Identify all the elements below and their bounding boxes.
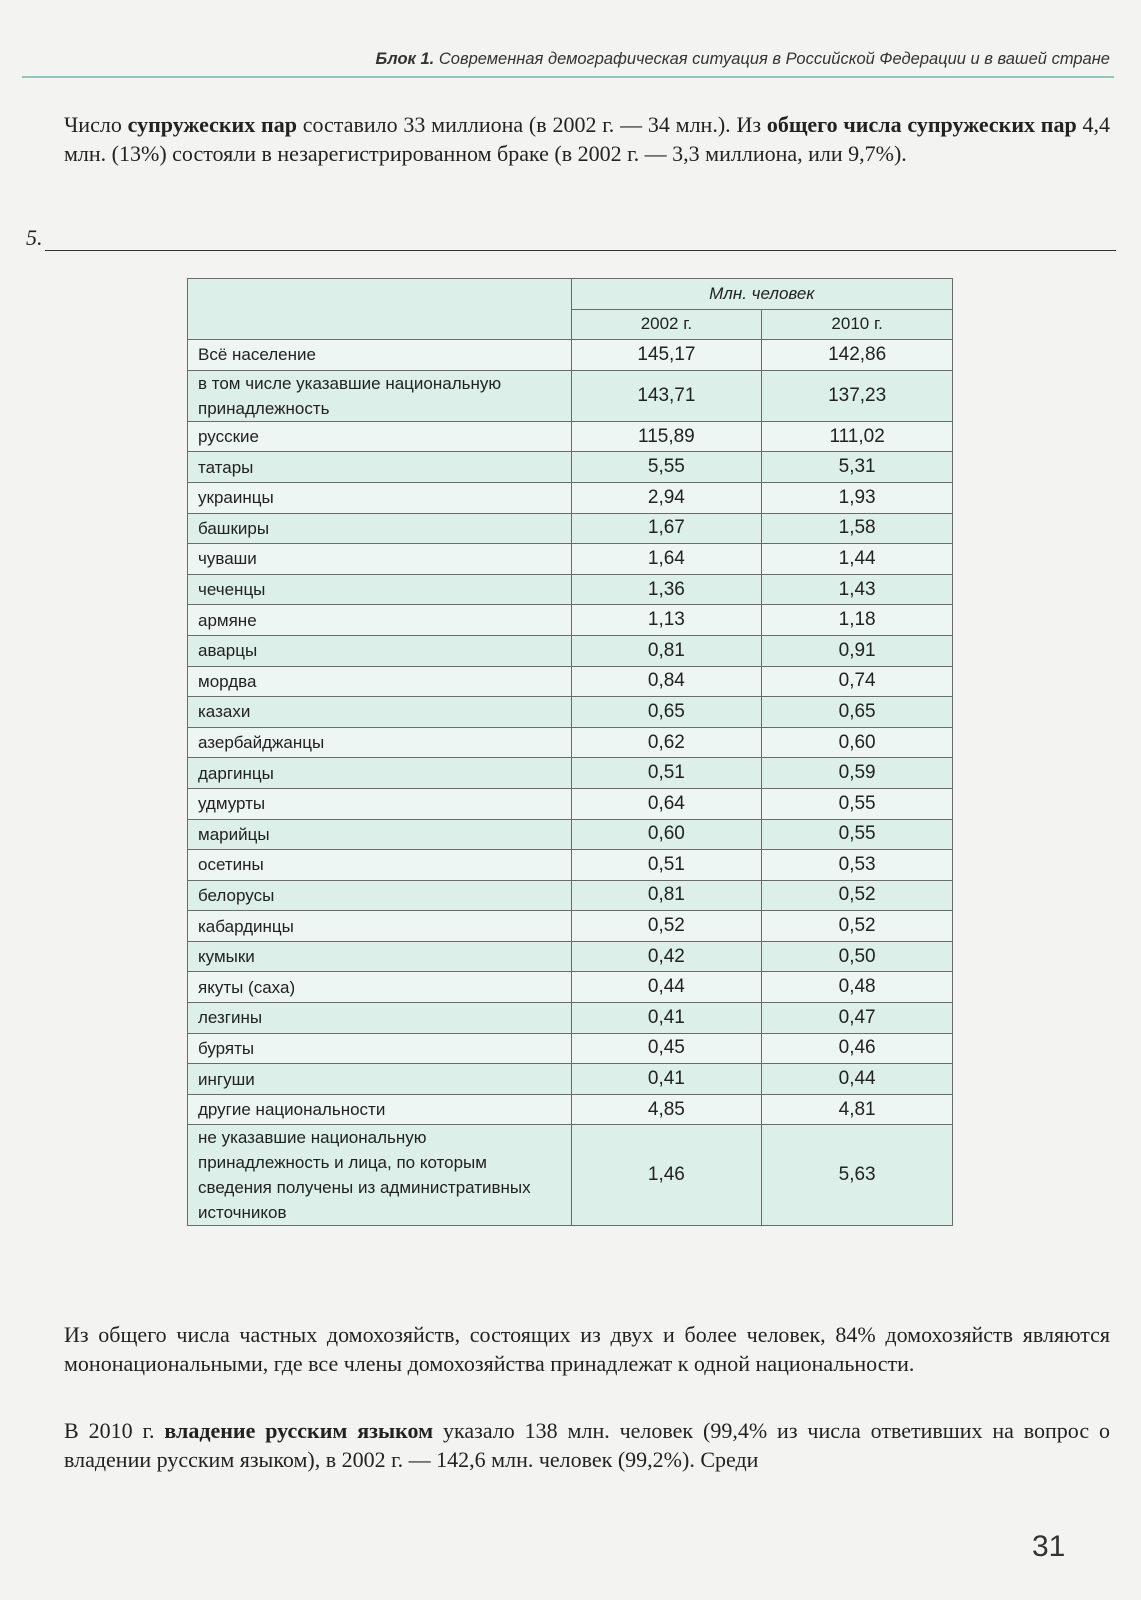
table-row xyxy=(188,697,953,728)
value-2002-cell: 1,13 xyxy=(571,605,762,636)
nationality-cell: аварцы xyxy=(188,635,572,666)
value-2002-cell: 1,36 xyxy=(571,574,762,605)
value-2002-cell: 0,51 xyxy=(571,758,762,789)
table-row xyxy=(188,1003,953,1034)
value-2002-cell: 5,55 xyxy=(571,452,762,483)
value-2002-cell: 0,65 xyxy=(571,697,762,728)
answer-line[interactable] xyxy=(45,228,1117,251)
value-2010-cell: 1,58 xyxy=(762,513,953,544)
table-row xyxy=(188,421,953,452)
p1-bold-1: супружеских пар xyxy=(127,112,297,137)
table-row xyxy=(188,941,953,972)
nationality-cell: кабардинцы xyxy=(188,911,572,942)
value-2010-cell: 1,18 xyxy=(762,605,953,636)
nationality-cell: даргинцы xyxy=(188,758,572,789)
value-2002-cell: 0,81 xyxy=(571,635,762,666)
block-title: Современная демографическая ситуация в Российской Федерации и в вашей стране xyxy=(438,50,1110,68)
value-2010-cell: 4,81 xyxy=(762,1094,953,1125)
value-2010-cell: 0,65 xyxy=(762,697,953,728)
value-2002-cell: 0,64 xyxy=(571,788,762,819)
block-label: Блок 1. xyxy=(375,50,435,68)
value-2002-cell: 0,42 xyxy=(571,941,762,972)
nationality-cell: не указавшие национальную принадлежность и лица, по которым сведения получены из административных источников xyxy=(188,1125,572,1226)
table-row xyxy=(188,911,953,942)
paragraph-households: Из общего числа частных домохозяйств, состоящих из двух и более человек, 84% домохозяйств являются мононациональными, где все члены домохозяйства принадлежат к одной национальности. xyxy=(64,1322,1110,1376)
p3-text-2: указало 138 млн. человек (99,4% из числа ответивших на вопрос о владении русским языком), в 2002 г. — 142,6 млн. человек (99,2%). Среди xyxy=(64,1418,1111,1472)
nationality-cell: Всё население xyxy=(188,340,572,371)
nationality-cell: русские xyxy=(188,421,572,452)
value-2002-cell: 0,52 xyxy=(571,911,762,942)
table-row xyxy=(188,574,953,605)
value-2002-cell: 0,81 xyxy=(571,880,762,911)
value-2010-cell: 0,91 xyxy=(762,635,953,666)
table-row xyxy=(188,1094,953,1125)
nationality-cell: буряты xyxy=(188,1033,572,1064)
nationality-cell: удмурты xyxy=(188,788,572,819)
value-2002-cell: 0,44 xyxy=(571,972,762,1003)
nationality-cell: армяне xyxy=(188,605,572,636)
value-2010-cell: 0,44 xyxy=(762,1064,953,1095)
table-row xyxy=(188,788,953,819)
table-row xyxy=(188,513,953,544)
value-2002-cell: 0,41 xyxy=(571,1003,762,1034)
nationality-table-container xyxy=(187,278,953,1226)
value-2002-cell: 4,85 xyxy=(571,1094,762,1125)
table-row xyxy=(188,727,953,758)
value-2002-cell: 1,67 xyxy=(571,513,762,544)
p1-text-2: составило 33 миллиона (в 2002 г. — 34 млн.). Из xyxy=(296,112,767,137)
table-row xyxy=(188,972,953,1003)
table-row xyxy=(188,635,953,666)
nationality-cell: марийцы xyxy=(188,819,572,850)
page-number: 31 xyxy=(1032,1530,1066,1563)
table-row xyxy=(188,1125,953,1226)
value-2010-cell: 1,44 xyxy=(762,544,953,575)
p1-text-1: Число xyxy=(64,112,128,137)
value-2002-cell: 0,51 xyxy=(571,850,762,881)
nationality-cell: кумыки xyxy=(188,941,572,972)
value-2010-cell: 5,63 xyxy=(762,1125,953,1226)
nationality-cell: другие национальности xyxy=(188,1094,572,1125)
unit-header: Млн. человек xyxy=(571,279,952,310)
value-2010-cell: 0,47 xyxy=(762,1003,953,1034)
value-2010-cell: 0,53 xyxy=(762,850,953,881)
value-2002-cell: 0,84 xyxy=(571,666,762,697)
value-2010-cell: 1,43 xyxy=(762,574,953,605)
value-2002-cell: 143,71 xyxy=(571,370,762,421)
nationality-cell: татары xyxy=(188,452,572,483)
item-5-label: 5. xyxy=(26,225,43,250)
table-row xyxy=(188,340,953,371)
value-2010-cell: 0,52 xyxy=(762,880,953,911)
nationality-cell: чеченцы xyxy=(188,574,572,605)
nationality-cell: якуты (саха) xyxy=(188,972,572,1003)
nationality-cell: мордва xyxy=(188,666,572,697)
value-2010-cell: 0,50 xyxy=(762,941,953,972)
table-row xyxy=(188,1064,953,1095)
value-2002-cell: 0,45 xyxy=(571,1033,762,1064)
value-2010-cell: 0,46 xyxy=(762,1033,953,1064)
p1-text-3: 4,4 млн. (13%) состояли в незарегистрированном браке (в 2002 г. — 3,3 миллиона, или 9,7%). xyxy=(64,112,1111,166)
table-row xyxy=(188,1033,953,1064)
year-2002-header: 2002 г. xyxy=(571,309,762,340)
value-2002-cell: 115,89 xyxy=(571,421,762,452)
value-2010-cell: 5,31 xyxy=(762,452,953,483)
nationality-cell: азербайджанцы xyxy=(188,727,572,758)
p3-text-1: В 2010 г. xyxy=(64,1418,165,1443)
value-2002-cell: 1,46 xyxy=(571,1125,762,1226)
nationality-cell: украинцы xyxy=(188,482,572,513)
table-row xyxy=(188,544,953,575)
table-row xyxy=(188,482,953,513)
nationality-table xyxy=(187,278,953,1226)
nationality-cell: в том числе указавшие национальную принадлежность xyxy=(188,370,572,421)
value-2002-cell: 0,62 xyxy=(571,727,762,758)
value-2010-cell: 0,48 xyxy=(762,972,953,1003)
running-header xyxy=(40,50,1110,69)
value-2010-cell: 0,74 xyxy=(762,666,953,697)
value-2002-cell: 0,60 xyxy=(571,819,762,850)
value-2010-cell: 0,55 xyxy=(762,788,953,819)
table-body xyxy=(188,340,953,1226)
empty-corner-cell xyxy=(188,279,572,340)
nationality-cell: башкиры xyxy=(188,513,572,544)
table-row xyxy=(188,370,953,421)
p3-bold-1: владение русским языком xyxy=(164,1418,434,1443)
table-header-row xyxy=(188,279,953,310)
header-divider xyxy=(22,76,1114,78)
p1-bold-2: общего числа супружеских пар xyxy=(766,112,1077,137)
item-5-answer-line xyxy=(26,225,1116,251)
paragraph-married-couples xyxy=(64,110,1110,168)
value-2010-cell: 0,60 xyxy=(762,727,953,758)
nationality-cell: ингуши xyxy=(188,1064,572,1095)
table-row xyxy=(188,850,953,881)
year-2010-header: 2010 г. xyxy=(762,309,953,340)
nationality-cell: осетины xyxy=(188,850,572,881)
nationality-cell: белорусы xyxy=(188,880,572,911)
nationality-cell: лезгины xyxy=(188,1003,572,1034)
value-2002-cell: 1,64 xyxy=(571,544,762,575)
value-2002-cell: 2,94 xyxy=(571,482,762,513)
value-2010-cell: 0,55 xyxy=(762,819,953,850)
nationality-cell: казахи xyxy=(188,697,572,728)
table-row xyxy=(188,666,953,697)
value-2002-cell: 0,41 xyxy=(571,1064,762,1095)
value-2002-cell: 145,17 xyxy=(571,340,762,371)
table-row xyxy=(188,758,953,789)
table-row xyxy=(188,452,953,483)
table-row xyxy=(188,605,953,636)
value-2010-cell: 0,52 xyxy=(762,911,953,942)
paragraph-russian-language xyxy=(64,1416,1110,1474)
table-row xyxy=(188,819,953,850)
value-2010-cell: 1,93 xyxy=(762,482,953,513)
value-2010-cell: 142,86 xyxy=(762,340,953,371)
value-2010-cell: 111,02 xyxy=(762,421,953,452)
value-2010-cell: 0,59 xyxy=(762,758,953,789)
nationality-cell: чуваши xyxy=(188,544,572,575)
table-row xyxy=(188,880,953,911)
value-2010-cell: 137,23 xyxy=(762,370,953,421)
